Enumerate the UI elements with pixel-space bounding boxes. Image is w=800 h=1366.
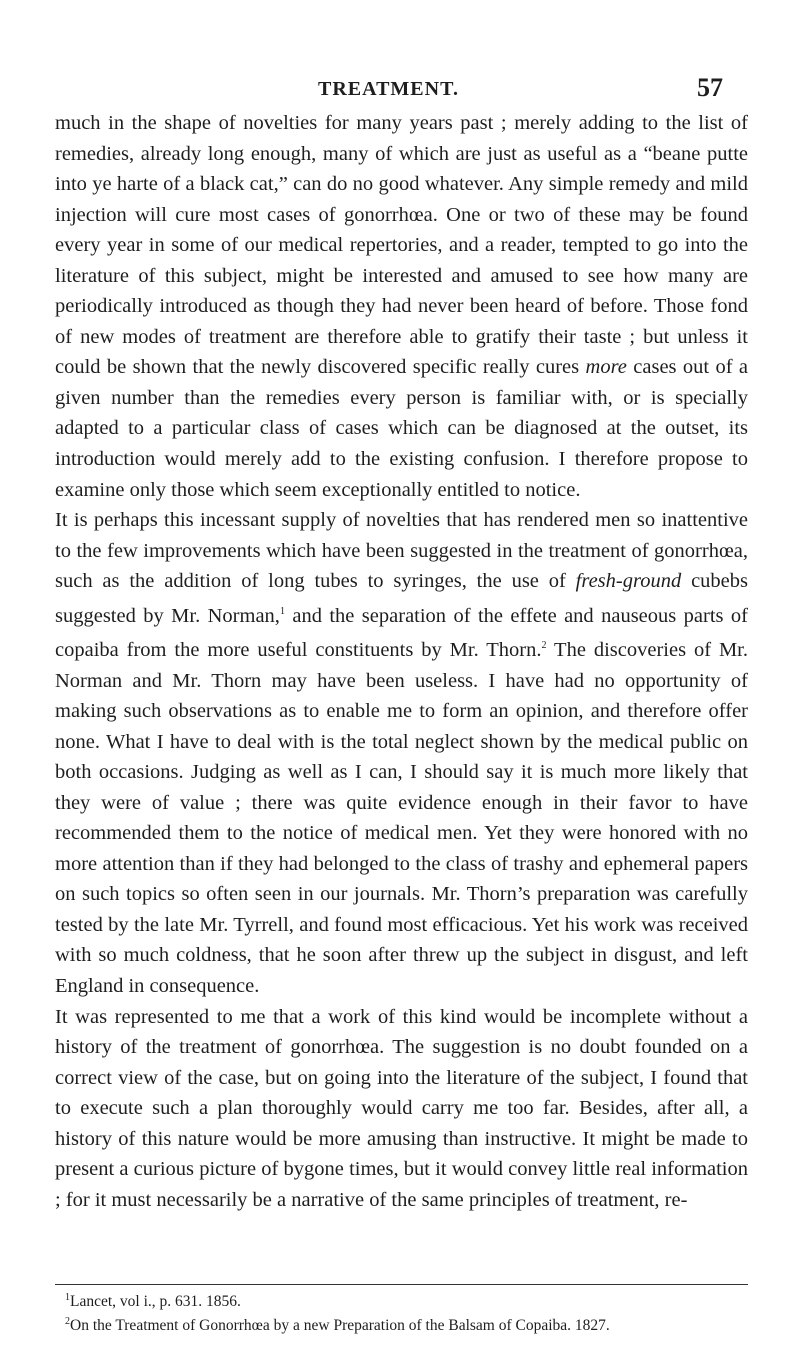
- footnote-divider: [55, 1284, 748, 1285]
- paragraph-1-text-b: cases out of a given number than the remedies every person is familiar with, or is specially adapted to a particular class of cases which can be diagnosed at the outset, its introduction would merely add to the existing confusion. I therefore propose to examine only those which seem exceptionally entitled to notice.: [55, 356, 749, 501]
- footnotes: [55, 1288, 748, 1336]
- body-text: [55, 108, 748, 1215]
- emphasis-fresh-ground: fresh-ground: [575, 570, 682, 593]
- footnote-2-text: On the Treatment of Gonorrhœa by a new Preparation of the Balsam of Copaiba. 1827.: [70, 1317, 610, 1335]
- paragraph-2: [55, 505, 748, 1001]
- paragraph-2-text-a: It is perhaps this incessant supply of novelties that has rendered men so inattentive to the few improvements which have been suggested in the treatment of gonorrhœa, such as the addition of long tubes to syringes, the use of: [55, 509, 748, 593]
- emphasis-more: more: [585, 356, 627, 379]
- paragraph-1: [55, 108, 748, 505]
- footnote-1: [55, 1288, 748, 1312]
- footnote-2-marker: 2: [65, 1316, 70, 1328]
- footnote-ref-1: 1: [279, 605, 285, 617]
- page-number: 57: [697, 73, 723, 102]
- paragraph-2-text-b: cubebs suggested by Mr. Norman,: [55, 570, 748, 627]
- paragraph-2-text-d: The discoveries of Mr. Norman and Mr. Thorn may have been useless. I have had no opportunity of making such observations as to enable me to form an opinion, and therefore offer none. What I have to deal with is the total neglect shown by the medical public on both occasions. Judging as well as I can, I should say it is much more likely that they were of value ; there was quite evidence enough in their favor to have recommended them to the notice of medical men. Yet they were honored with no more attention than if they had belonged to the class of trashy and ephemeral papers on such topics so often seen in our journals. Mr. Thorn’s preparation was carefully tested by the late Mr. Tyrrell, and found most efficacious. Yet his work was received with so much coldness, that he soon after threw up the subject in disgust, and left England in consequence.: [55, 638, 748, 997]
- footnote-ref-2: 2: [541, 640, 547, 652]
- paragraph-1-text-a: much in the shape of novelties for many years past ; merely adding to the list of remedies, already long enough, many of which are just as useful as a “beane putte into ye harte of a black cat,” can do no good whatever. Any simple remedy and mild injection will cure most cases of gonorrhœa. One or two of these may be found every year in some of our medical repertories, and a reader, tempted to go into the literature of this subject, might be interested and amused to see how many are periodically introduced as though they had never been heard of before. Those fond of new modes of treatment are therefore able to gratify their taste ; but unless it could be shown that the newly discovered specific really cures: [55, 112, 748, 379]
- footnote-2: [55, 1312, 748, 1336]
- footnote-1-marker: 1: [65, 1292, 70, 1303]
- paragraph-3-text: It was represented to me that a work of this kind would be incomplete without a history of the treatment of gonorrhœa. The suggestion is no doubt founded on a correct view of the case, but on going into the literature of the subject, I found that to execute such a plan thoroughly would carry me too far. Besides, after all, a history of this nature would be more amusing than instructive. It might be made to present a curious picture of bygone times, but it would convey little real information ; for it must necessarily be a narrative of the same principles of treatment, re-: [55, 1005, 748, 1211]
- running-head: TREATMENT.: [318, 78, 459, 100]
- paragraph-3: [55, 1002, 748, 1216]
- paragraph-2-text-c: and the separation of the effete and nauseous parts of copaiba from the more useful constituents by Mr. Thorn.: [55, 604, 748, 661]
- footnote-1-text: Lancet, vol i., p. 631. 1856.: [70, 1293, 241, 1311]
